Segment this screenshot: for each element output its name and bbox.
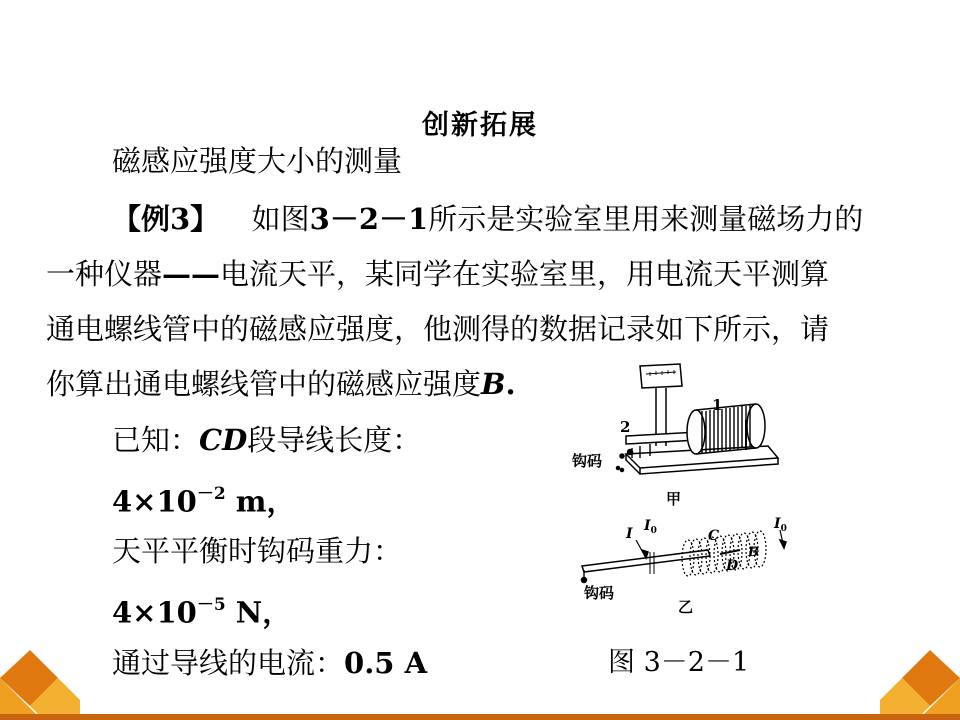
current-label: 通过导线的电流： — [112, 646, 345, 680]
length-exponent: －2 — [196, 484, 226, 504]
variable-cd: CD — [199, 423, 248, 457]
caption-jia: 甲 — [666, 490, 682, 508]
example-line-4 — [46, 366, 516, 402]
known-length-label — [112, 422, 421, 458]
figure-caption: 图 3－2－1 — [608, 647, 750, 678]
label-b: B — [748, 545, 759, 560]
label-i0-left: $I_0$ — [644, 518, 657, 536]
length-base: 4×10 — [112, 484, 197, 519]
hook-label-bottom: 钩码 — [584, 584, 615, 602]
current-balance-figure — [570, 362, 790, 680]
example-text: 如图 — [251, 202, 310, 236]
weight-exponent: －5 — [196, 595, 226, 615]
label-i0-right: $I_0$ — [774, 516, 787, 534]
subheading: 磁感应强度大小的测量 — [112, 144, 403, 178]
variable-b: B — [481, 367, 506, 401]
dash: — — [191, 257, 221, 291]
example-text: 电流天平，某同学在实验室里，用电流天平测算 — [220, 257, 830, 291]
hook-label-top: 钩码 — [572, 452, 603, 470]
example-line-3: 通电螺线管中的磁感应强度，他测得的数据记录如下所示，请 — [46, 312, 830, 346]
length-value — [112, 478, 295, 520]
weight-unit: N， — [225, 595, 292, 630]
current-value: 0.5 A — [344, 646, 428, 680]
bottom-bar — [0, 714, 960, 720]
label-c: C — [708, 528, 720, 544]
caption-yi: 乙 — [678, 598, 694, 616]
period: . — [505, 367, 516, 401]
length-unit: m， — [225, 484, 296, 519]
example-text: 所示是实验室里用来测量磁场力的 — [428, 202, 864, 236]
label-i: I — [626, 526, 633, 542]
weight-value — [112, 589, 291, 631]
apparatus-jia — [617, 364, 779, 474]
known-text: 段导线长度： — [247, 423, 422, 457]
weight-base: 4×10 — [112, 595, 197, 630]
example-label: 【例3】 — [112, 202, 220, 236]
example-text: 你算出通电螺线管中的磁感应强度 — [46, 367, 482, 401]
known-text: 已知： — [112, 423, 200, 457]
current-line — [112, 645, 427, 681]
example-text: 一种仪器 — [46, 257, 163, 291]
figure-ref: 3－2－1 — [309, 202, 429, 236]
label-1: 1 — [712, 396, 723, 414]
label-2: 2 — [620, 418, 631, 436]
corner-decoration-left — [0, 650, 80, 720]
label-d: D — [726, 558, 739, 574]
dash: — — [162, 257, 192, 291]
example-line-2 — [46, 256, 829, 292]
corner-decoration-right — [880, 650, 960, 720]
example-line-1 — [112, 201, 863, 237]
weight-label: 天平平衡时钩码重力： — [112, 534, 403, 568]
section-title: 创新拓展 — [422, 110, 538, 141]
